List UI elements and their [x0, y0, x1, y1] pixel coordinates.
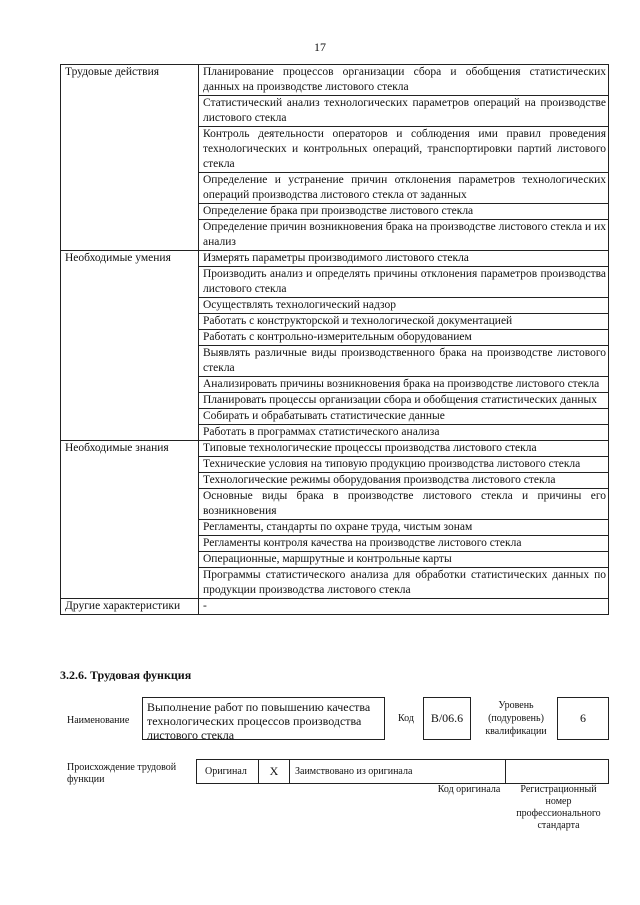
row-item: Определение и устранение причин отклонения параметров технологических операций производства листового стекла от заданных — [199, 173, 609, 204]
code-value: В/06.6 — [423, 697, 471, 740]
row-item: Работать в программах статистического анализа — [199, 425, 609, 441]
row-item: Программы статистического анализа для обработки статистических данных по продукции производства листового стекла — [199, 568, 609, 599]
labor-function-table — [60, 64, 609, 615]
origin-mark: X — [259, 760, 290, 783]
row-category: Трудовые действия — [61, 65, 199, 251]
origin-label: Происхождение трудовой функции — [67, 762, 177, 785]
row-item: Работать с конструкторской и технологической документацией — [199, 314, 609, 330]
level-value: 6 — [557, 697, 609, 740]
row-item: Технические условия на типовую продукцию производства листового стекла — [199, 457, 609, 473]
row-item: Выявлять различные виды производственного брака на производстве листового стекла — [199, 346, 609, 377]
row-item: Статистический анализ технологических параметров операций на производстве листового стекла — [199, 96, 609, 127]
row-item: Осуществлять технологический надзор — [199, 298, 609, 314]
row-item: Измерять параметры производимого листового стекла — [199, 251, 609, 267]
registration-number-caption: Регистрационный номер профессионального стандарта — [516, 784, 601, 831]
name-label: Наименование — [67, 715, 130, 726]
table-row — [61, 441, 609, 457]
row-category: Необходимые умения — [61, 251, 199, 441]
row-item: - — [199, 599, 609, 615]
page-number: 17 — [314, 40, 326, 54]
row-item: Контроль деятельности операторов и соблюдения ими правил проведения технологических и контрольных операций, транспортировки партий листового стекла — [199, 127, 609, 173]
origin-borrowed: Заимствовано из оригинала — [289, 760, 506, 783]
row-item: Планирование процессов организации сбора и обобщения статистических данных на производстве листового стекла — [199, 65, 609, 96]
row-category: Другие характеристики — [61, 599, 199, 615]
row-item: Работать с контрольно-измерительным оборудованием — [199, 330, 609, 346]
row-item: Производить анализ и определять причины отклонения параметров производства листового стекла — [199, 267, 609, 298]
section-title: 3.2.6. Трудовая функция — [60, 668, 192, 682]
row-item: Типовые технологические процессы производства листового стекла — [199, 441, 609, 457]
origin-box — [196, 759, 609, 784]
row-item: Определение причин возникновения брака на производстве листового стекла и их анализ — [199, 220, 609, 251]
row-item: Анализировать причины возникновения брака на производстве листового стекла — [199, 377, 609, 393]
row-item: Регламенты, стандарты по охране труда, чистым зонам — [199, 520, 609, 536]
name-value: Выполнение работ по повышению качества технологических процессов производства листового стекла — [142, 697, 385, 740]
origin-code-caption: Код оригинала — [437, 784, 501, 795]
table-row — [61, 65, 609, 96]
row-item: Технологические режимы оборудования производства листового стекла — [199, 473, 609, 489]
level-label: Уровень (подуровень) квалификации — [485, 700, 547, 737]
origin-original: Оригинал — [197, 760, 259, 783]
table-row — [61, 599, 609, 615]
row-item: Основные виды брака в производстве листового стекла и причины его возникновения — [199, 489, 609, 520]
row-item: Операционные, маршрутные и контрольные карты — [199, 552, 609, 568]
row-category: Необходимые знания — [61, 441, 199, 599]
row-item: Собирать и обрабатывать статистические данные — [199, 409, 609, 425]
row-item: Регламенты контроля качества на производстве листового стекла — [199, 536, 609, 552]
row-item: Планировать процессы организации сбора и обобщения статистических данных — [199, 393, 609, 409]
code-label: Код — [398, 713, 414, 724]
row-item: Определение брака при производстве листового стекла — [199, 204, 609, 220]
table-row — [61, 251, 609, 267]
